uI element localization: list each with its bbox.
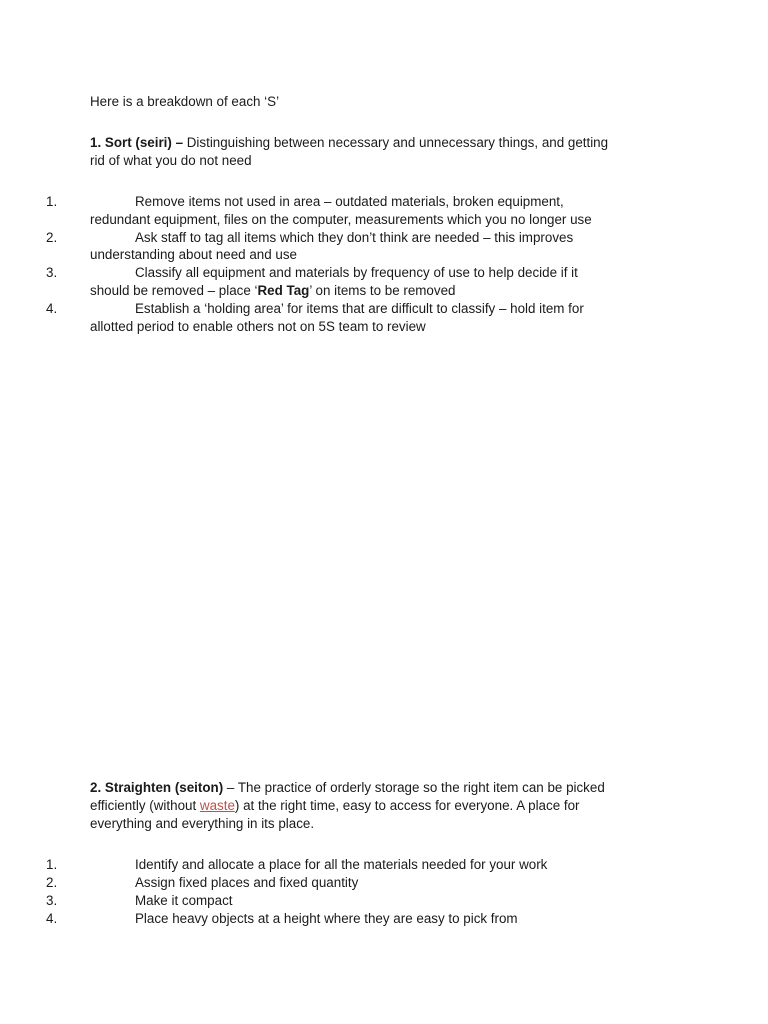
list-item-line: understanding about need and use xyxy=(90,247,297,262)
list-item-line xyxy=(90,856,547,874)
section1-desc-line2: rid of what you do not need xyxy=(90,153,252,168)
list-item-text: Assign fixed places and fixed quantity xyxy=(135,875,359,890)
section1-desc-text: Distinguishing between necessary and unnecessary things, and getting xyxy=(183,135,609,150)
list-item-line xyxy=(90,300,584,318)
section2-heading: 2. Straighten (seiton) xyxy=(90,780,224,795)
list-item-line: redundant equipment, files on the computer, measurements which you no longer use xyxy=(90,212,592,227)
red-tag-label: Red Tag xyxy=(257,283,310,298)
list-item-text: should be removed – place ‘ xyxy=(90,283,258,298)
list-item-text: Ask staff to tag all items which they don’t think are needed – this improves xyxy=(135,230,574,245)
list-item-line: allotted period to enable others not on 5S team to review xyxy=(90,319,426,334)
list-item-number: 1. xyxy=(46,857,58,872)
section2-desc-text: – The practice of orderly storage so the right item can be picked xyxy=(223,780,605,795)
waste-link[interactable]: waste xyxy=(199,798,235,813)
list-item-number: 3. xyxy=(46,893,58,908)
list-item-number: 1. xyxy=(46,194,58,209)
section2-desc-line3: everything and everything in its place. xyxy=(90,816,315,831)
list-item-line xyxy=(90,282,455,300)
section2-desc-line1 xyxy=(90,779,605,797)
list-item-text: Establish a ‘holding area’ for items that are difficult to classify – hold item for xyxy=(135,301,584,316)
list-item-line xyxy=(90,193,564,211)
list-item-text: Identify and allocate a place for all the materials needed for your work xyxy=(135,857,548,872)
list-item-line xyxy=(90,892,233,910)
section1-heading: 1. Sort (seiri) – xyxy=(90,135,184,150)
section2-desc-line2 xyxy=(90,797,580,815)
list-item-line xyxy=(90,874,358,892)
list-item-line xyxy=(90,264,578,282)
list-item-text: Classify all equipment and materials by frequency of use to help decide if it xyxy=(135,265,578,280)
list-item-number: 4. xyxy=(46,911,58,926)
list-item-line xyxy=(90,229,573,247)
list-item-text: Remove items not used in area – outdated materials, broken equipment, xyxy=(135,194,564,209)
list-item-number: 2. xyxy=(46,875,58,890)
list-item-line xyxy=(90,910,518,928)
intro-text: Here is a breakdown of each ‘S’ xyxy=(90,94,280,109)
section2-desc-text: efficiently (without xyxy=(90,798,200,813)
list-item-number: 3. xyxy=(46,265,58,280)
list-item-number: 2. xyxy=(46,230,58,245)
section1-desc-line1 xyxy=(90,134,608,152)
list-item-text: Make it compact xyxy=(135,893,233,908)
section2-desc-text: ) at the right time, easy to access for everyone. A place for xyxy=(234,798,580,813)
list-item-number: 4. xyxy=(46,301,58,316)
list-item-text: Place heavy objects at a height where they are easy to pick from xyxy=(135,911,518,926)
list-item-text: ’ on items to be removed xyxy=(309,283,456,298)
